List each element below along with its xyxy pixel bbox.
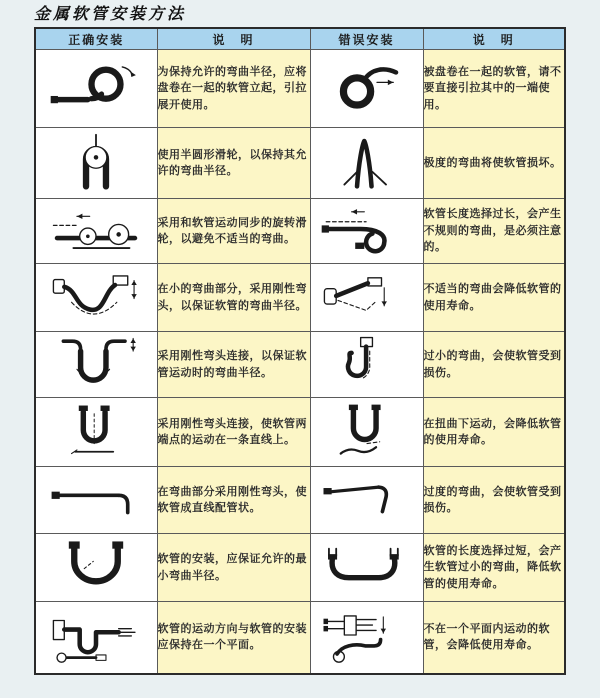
wrong-description: 不适当的弯曲会降低软管的使用寿命。 [423,264,565,332]
wrong-description: 软管长度选择过长，会产生不规则的弯曲，是必须注意的。 [423,199,565,264]
hose-with-rotating-pulleys-sketch-icon [44,200,148,258]
column-header-correct-install: 正确安装 [35,28,157,50]
wrong-description: 被盘卷在一起的软管，请不要直接引拉其中的一端使用。 [423,50,565,128]
correct-description: 在小的弯曲部分，采用刚性弯头，以保证软管的弯曲半径。 [157,264,310,332]
s-curve-hose-rigid-elbow-sketch-icon [44,266,148,324]
wrong-description: 极度的弯曲将使软管损坏。 [423,128,565,199]
correct-description: 为保持允许的弯曲半径，应将盘卷在一起的软管立起，引拉展开使用。 [157,50,310,128]
wrong-description: 不在一个平面内运动的软管，会降低使用寿命。 [423,602,565,674]
table-row [35,332,565,398]
header-row [35,28,565,50]
extremely-bent-hose-sketch-icon [315,132,419,190]
wrong-description: 在扭曲下运动，会降低软管的使用寿命。 [423,398,565,467]
hose-motion-out-of-plane-sketch-icon [315,606,419,664]
table-row [35,534,565,602]
correct-description: 采用和软管运动同步的旋转滑轮，以避免不适当的弯曲。 [157,199,310,264]
table-row [35,199,565,264]
u-hose-with-rigid-elbows-sketch-icon [44,333,148,391]
too-short-shallow-u-hose-sketch-icon [315,536,419,594]
correct-description: 在弯曲部分采用刚性弯头，使软管成直线配管状。 [157,467,310,534]
column-header-correct-description: 说 明 [157,28,310,50]
coiled-hose-pulled-end-sketch-icon [315,57,419,115]
correct-description: 采用刚性弯头连接，以保证软管运动时的弯曲半径。 [157,332,310,398]
overbent-elbow-hose-sketch-icon [315,469,419,527]
correct-description: 软管的安装，应保证允许的最小弯曲半径。 [157,534,310,602]
table-row [35,602,565,674]
correct-description: 使用半圆形滑轮，以保持其允许的弯曲半径。 [157,128,310,199]
column-header-wrong-description: 说 明 [423,28,565,50]
correct-description: 采用刚性弯头连接，使软管两端点的运动在一条直线上。 [157,398,310,467]
too-small-bend-hook-sketch-icon [315,333,419,391]
wrong-description: 过度的弯曲，会使软管受到损伤。 [423,467,565,534]
u-hose-twisted-motion-sketch-icon [315,401,419,459]
installation-methods-table [34,27,566,675]
correct-description: 软管的运动方向与软管的安装应保持在一个平面。 [157,602,310,674]
table-row [35,128,565,199]
wrong-description: 过小的弯曲，会使软管受到损伤。 [423,332,565,398]
hose-motion-in-one-plane-sketch-icon [44,606,148,664]
deep-u-hose-min-radius-sketch-icon [44,536,148,594]
straight-hose-rigid-elbow-sketch-icon [44,469,148,527]
column-header-wrong-install: 错误安装 [310,28,423,50]
overlong-hose-irregular-bend-sketch-icon [315,200,419,258]
uncoiled-hose-sketch-icon [44,57,148,115]
table-row [35,467,565,534]
u-hose-aligned-endpoints-sketch-icon [44,401,148,459]
table-row [35,50,565,128]
hose-over-semicircular-pulley-sketch-icon [44,132,148,190]
wrong-description: 软管的长度选择过短，会产生软管过小的弯曲，降低软管的使用寿命。 [423,534,565,602]
improper-sharp-bend-at-fitting-sketch-icon [315,266,419,324]
page-title: 金属软管安装方法 [34,4,187,23]
table-row [35,264,565,332]
table-row [35,398,565,467]
